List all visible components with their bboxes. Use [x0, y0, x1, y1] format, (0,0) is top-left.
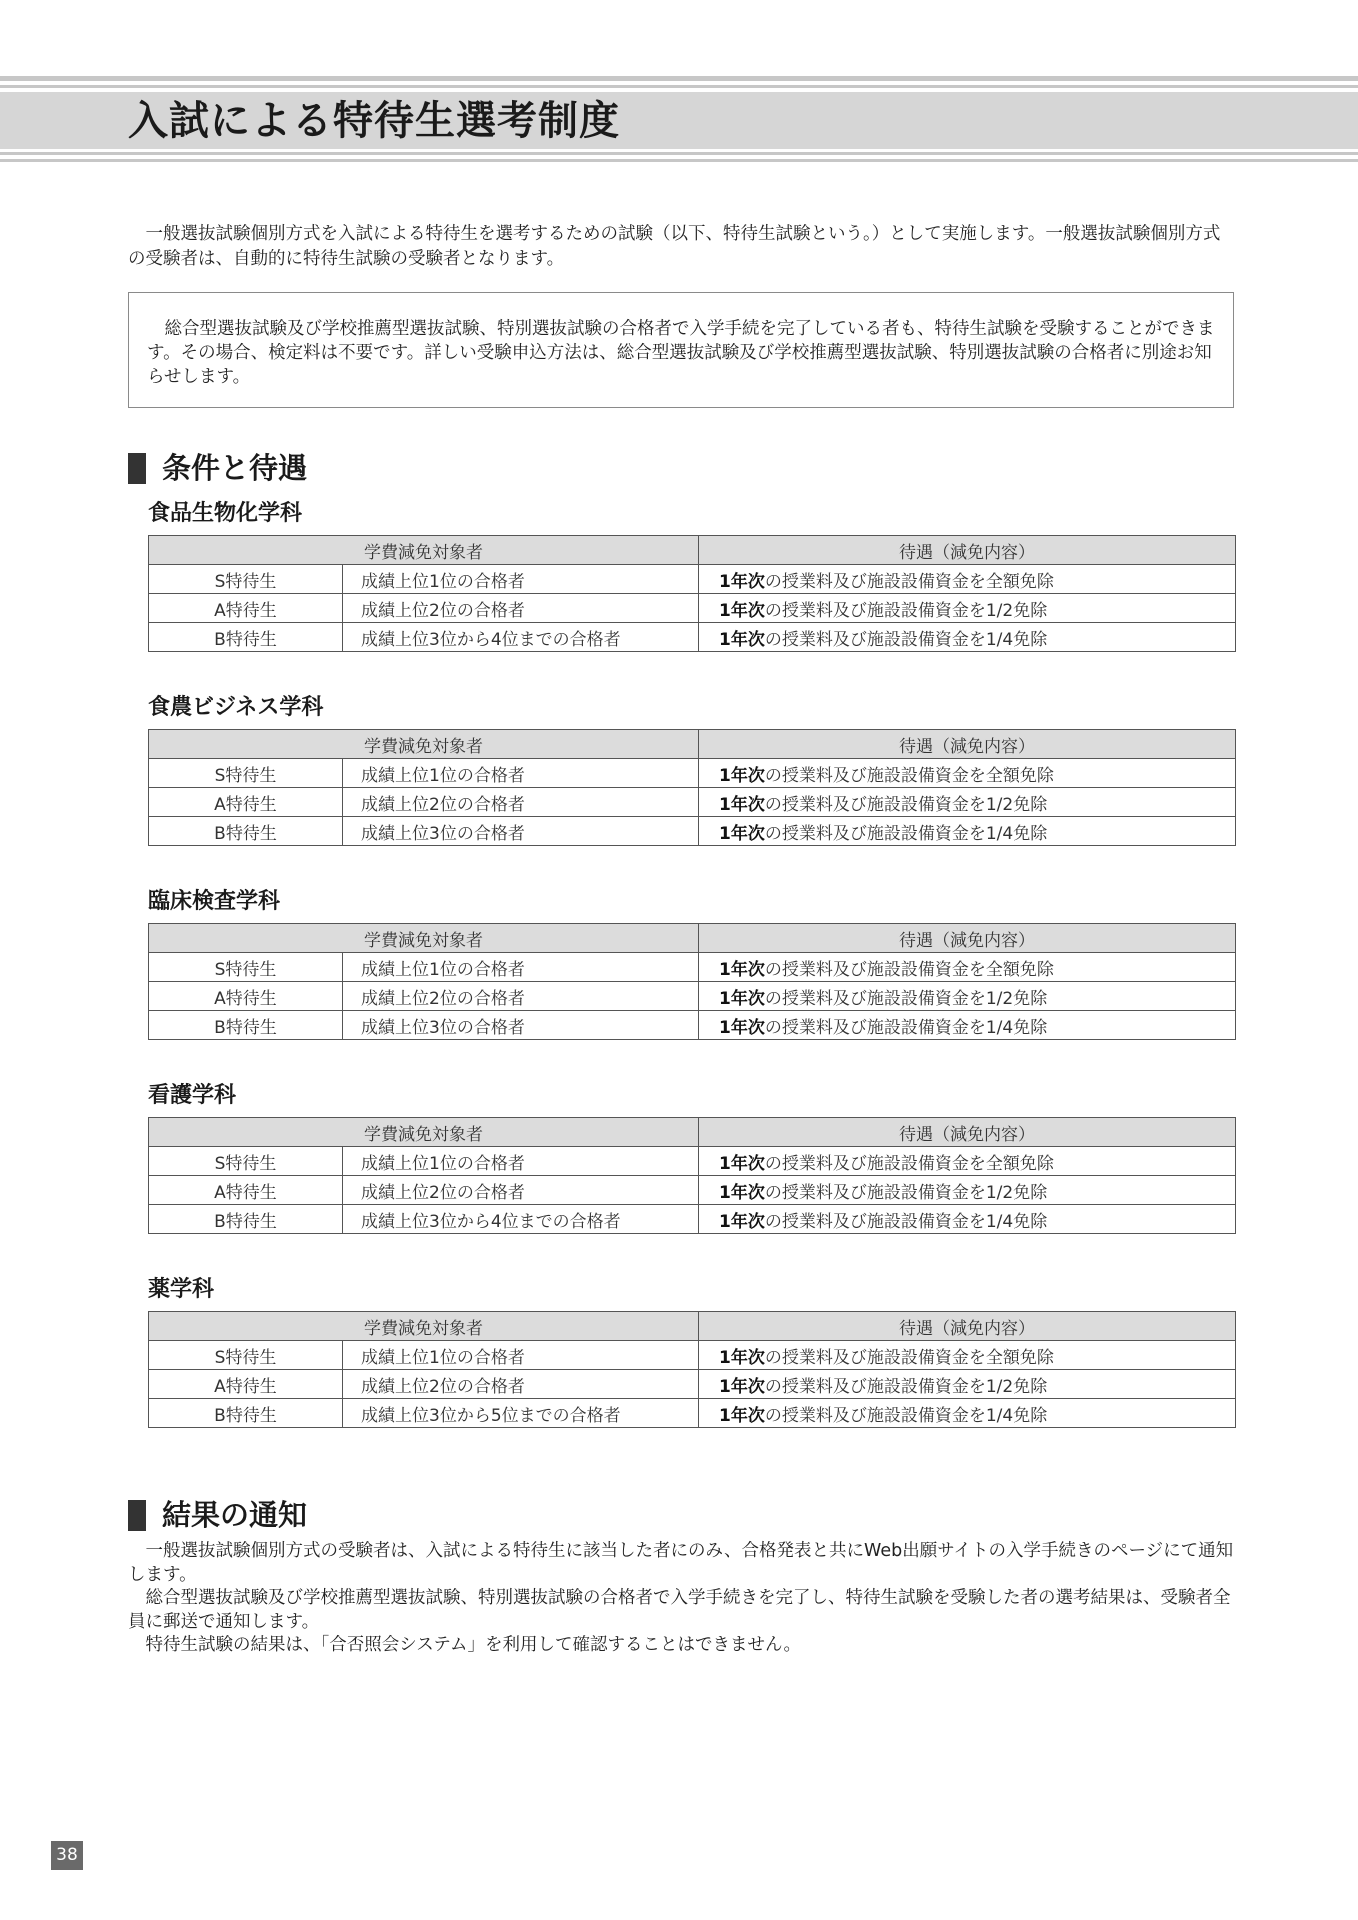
table-header-row [149, 924, 1236, 953]
benefit-cell [699, 1011, 1236, 1040]
table-row [149, 1147, 1236, 1176]
rank-cell: A特待生 [149, 982, 343, 1011]
benefit-cell [699, 1341, 1236, 1370]
year-label: 1年次 [719, 1017, 765, 1038]
table-row [149, 788, 1236, 817]
year-label: 1年次 [719, 1376, 765, 1397]
benefit-text: の授業料及び施設設備資金を1/2免除 [764, 794, 1048, 815]
benefit-cell [699, 623, 1236, 652]
title-rule-top [0, 76, 1358, 81]
benefit-text: の授業料及び施設設備資金を1/2免除 [764, 1376, 1048, 1397]
benefit-text: の授業料及び施設設備資金を1/4免除 [764, 1017, 1048, 1038]
year-label: 1年次 [719, 959, 765, 980]
result-paragraph: 総合型選抜試験及び学校推薦型選抜試験、特別選抜試験の合格者で入学手続きを完了し、特待生試験を受験した者の選考結果は、受験者全員に郵送で通知します。 [128, 1588, 1231, 1632]
notice-box [128, 292, 1234, 408]
heading-bar-icon [128, 1500, 146, 1531]
header-benefit: 待遇（減免内容） [699, 1312, 1236, 1341]
title-band [0, 76, 1358, 162]
benefit-text: の授業料及び施設設備資金を全額免除 [764, 765, 1054, 786]
condition-cell: 成績上位1位の合格者 [343, 1147, 699, 1176]
header-benefit: 待遇（減免内容） [699, 1118, 1236, 1147]
header-benefit: 待遇（減免内容） [699, 730, 1236, 759]
year-label: 1年次 [719, 1347, 765, 1368]
table-row [149, 982, 1236, 1011]
condition-cell: 成績上位2位の合格者 [343, 1370, 699, 1399]
intro-paragraph: 一般選抜試験個別方式を入試による特待生を選考するための試験（以下、特待生試験という。）として実施します。一般選抜試験個別方式の受験者は、自動的に特待生試験の受験者となります。 [128, 224, 1221, 269]
header-target: 学費減免対象者 [149, 730, 699, 759]
table-row [149, 1205, 1236, 1234]
rank-cell: S特待生 [149, 565, 343, 594]
rank-cell: B特待生 [149, 1205, 343, 1234]
result-paragraph: 一般選抜試験個別方式の受験者は、入試による特待生に該当した者にのみ、合格発表と共にWeb出願サイトの入学手続きのページにて通知します。 [128, 1541, 1234, 1585]
benefit-cell [699, 817, 1236, 846]
benefit-cell [699, 1205, 1236, 1234]
rank-cell: S特待生 [149, 953, 343, 982]
year-label: 1年次 [719, 988, 765, 1009]
condition-cell: 成績上位2位の合格者 [343, 1176, 699, 1205]
department-title: 薬学科 [148, 1277, 215, 1302]
year-label: 1年次 [719, 600, 765, 621]
table-row [149, 594, 1236, 623]
table-row [149, 1011, 1236, 1040]
condition-cell: 成績上位1位の合格者 [343, 1341, 699, 1370]
scholarship-table [148, 1117, 1236, 1234]
condition-cell: 成績上位3位から5位までの合格者 [343, 1399, 699, 1428]
benefit-cell [699, 788, 1236, 817]
benefit-text: の授業料及び施設設備資金を1/2免除 [764, 988, 1048, 1009]
year-label: 1年次 [719, 765, 765, 786]
table-row [149, 565, 1236, 594]
benefit-cell [699, 953, 1236, 982]
benefit-cell [699, 759, 1236, 788]
rank-cell: A特待生 [149, 594, 343, 623]
header-target: 学費減免対象者 [149, 536, 699, 565]
benefit-text: の授業料及び施設設備資金を1/2免除 [764, 1182, 1048, 1203]
benefit-cell [699, 565, 1236, 594]
year-label: 1年次 [719, 1182, 765, 1203]
scholarship-table [148, 535, 1236, 652]
condition-cell: 成績上位3位の合格者 [343, 817, 699, 846]
benefit-cell [699, 1176, 1236, 1205]
benefit-text: の授業料及び施設設備資金を全額免除 [764, 571, 1054, 592]
header-target: 学費減免対象者 [149, 1312, 699, 1341]
table-row [149, 1399, 1236, 1428]
rank-cell: B特待生 [149, 623, 343, 652]
condition-cell: 成績上位3位から4位までの合格者 [343, 1205, 699, 1234]
benefit-text: の授業料及び施設設備資金を1/2免除 [764, 600, 1048, 621]
rank-cell: A特待生 [149, 1176, 343, 1205]
condition-cell: 成績上位2位の合格者 [343, 594, 699, 623]
condition-cell: 成績上位1位の合格者 [343, 953, 699, 982]
rank-cell: A特待生 [149, 1370, 343, 1399]
condition-cell: 成績上位3位から4位までの合格者 [343, 623, 699, 652]
rank-cell: A特待生 [149, 788, 343, 817]
table-row [149, 1370, 1236, 1399]
section-heading-label: 結果の通知 [162, 1498, 308, 1532]
table-row [149, 817, 1236, 846]
benefit-cell [699, 594, 1236, 623]
scholarship-table [148, 923, 1236, 1040]
year-label: 1年次 [719, 629, 765, 650]
year-label: 1年次 [719, 1153, 765, 1174]
table-row [149, 1176, 1236, 1205]
benefit-cell [699, 1370, 1236, 1399]
section-heading-result [128, 1497, 307, 1533]
page-number: 38 [51, 1841, 83, 1870]
year-label: 1年次 [719, 571, 765, 592]
scholarship-table [148, 1311, 1236, 1428]
title-rule-bottom-thin [0, 152, 1358, 155]
department-title: 臨床検査学科 [148, 889, 281, 914]
header-target: 学費減免対象者 [149, 1118, 699, 1147]
title-rule-top-thin [0, 85, 1358, 88]
benefit-text: の授業料及び施設設備資金を1/4免除 [764, 1211, 1048, 1232]
department-title: 看護学科 [148, 1083, 237, 1108]
notice-text: 総合型選抜試験及び学校推薦型選抜試験、特別選抜試験の合格者で入学手続を完了している者も、特待生試験を受験することができます。その場合、検定料は不要です。詳しい受験申込方法は、総合型選抜試験及び学校推薦型選抜試験、特別選抜試験の合格者に別途お知らせします。 [147, 319, 1215, 387]
condition-cell: 成績上位1位の合格者 [343, 759, 699, 788]
table-row [149, 759, 1236, 788]
table-header-row [149, 1118, 1236, 1147]
table-row [149, 953, 1236, 982]
table-row [149, 623, 1236, 652]
table-header-row [149, 730, 1236, 759]
benefit-cell [699, 1399, 1236, 1428]
table-row [149, 1341, 1236, 1370]
benefit-text: の授業料及び施設設備資金を1/4免除 [764, 823, 1048, 844]
header-benefit: 待遇（減免内容） [699, 536, 1236, 565]
condition-cell: 成績上位2位の合格者 [343, 982, 699, 1011]
rank-cell: B特待生 [149, 1011, 343, 1040]
header-target: 学費減免対象者 [149, 924, 699, 953]
benefit-text: の授業料及び施設設備資金を全額免除 [764, 959, 1054, 980]
rank-cell: B特待生 [149, 1399, 343, 1428]
table-header-row [149, 536, 1236, 565]
header-benefit: 待遇（減免内容） [699, 924, 1236, 953]
year-label: 1年次 [719, 823, 765, 844]
department-title: 食品生物化学科 [148, 501, 303, 526]
benefit-text: の授業料及び施設設備資金を全額免除 [764, 1347, 1054, 1368]
condition-cell: 成績上位1位の合格者 [343, 565, 699, 594]
section-heading-label: 条件と待遇 [162, 451, 308, 485]
year-label: 1年次 [719, 794, 765, 815]
department-title: 食農ビジネス学科 [148, 695, 324, 720]
benefit-text: の授業料及び施設設備資金を1/4免除 [764, 1405, 1048, 1426]
benefit-cell [699, 982, 1236, 1011]
section-heading-conditions [128, 450, 307, 486]
rank-cell: S特待生 [149, 1147, 343, 1176]
rank-cell: S特待生 [149, 1341, 343, 1370]
rank-cell: S特待生 [149, 759, 343, 788]
year-label: 1年次 [719, 1405, 765, 1426]
title-rule-bottom [0, 159, 1358, 162]
rank-cell: B特待生 [149, 817, 343, 846]
heading-bar-icon [128, 453, 146, 484]
benefit-text: の授業料及び施設設備資金を全額免除 [764, 1153, 1054, 1174]
table-header-row [149, 1312, 1236, 1341]
result-text [128, 1540, 1236, 1658]
scholarship-table [148, 729, 1236, 846]
benefit-cell [699, 1147, 1236, 1176]
page-title: 入試による特待生選考制度 [128, 98, 620, 144]
benefit-text: の授業料及び施設設備資金を1/4免除 [764, 629, 1048, 650]
condition-cell: 成績上位3位の合格者 [343, 1011, 699, 1040]
result-paragraph: 特待生試験の結果は、「合否照会システム」を利用して確認することはできません。 [145, 1635, 802, 1655]
condition-cell: 成績上位2位の合格者 [343, 788, 699, 817]
year-label: 1年次 [719, 1211, 765, 1232]
